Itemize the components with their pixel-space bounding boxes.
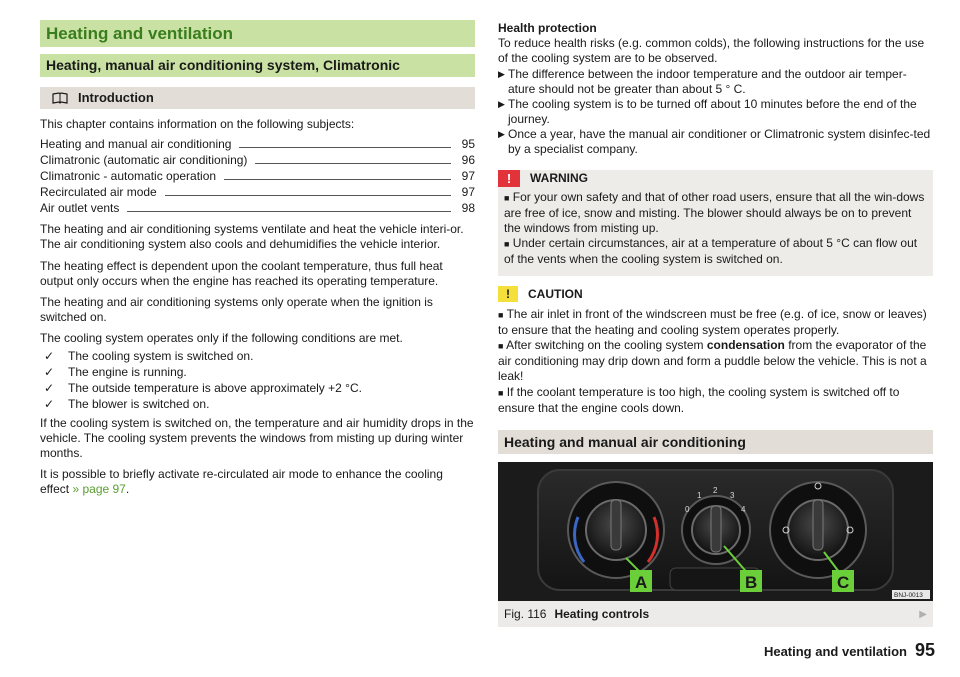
toc-row[interactable] [40, 136, 475, 152]
footer-title: Heating and ventilation [763, 644, 907, 659]
temperature-dial[interactable] [568, 482, 664, 578]
page-link[interactable]: » page 97 [72, 482, 126, 497]
page-number: 95 [914, 640, 935, 660]
list-item: ✓ The engine is running. [40, 364, 475, 380]
figure-number: Fig. 116 [504, 607, 547, 622]
list-item: ✓ The outside temperature is above approximately +2 °C. [40, 380, 475, 396]
toc-label: Climatronic - automatic operation [40, 169, 217, 184]
fan-number: 2 [713, 486, 718, 496]
toc-row[interactable] [40, 200, 475, 216]
figure-caption [498, 601, 933, 627]
list-item: ▶ Once a year, have the manual air conditioner or Climatronic system disinfec-ted by a specialist company. [498, 126, 931, 156]
warning-label: WARNING [530, 171, 588, 186]
caution-header [498, 286, 933, 302]
list-item: ▶ The cooling system is to be turned off about 10 minutes before the end of the journey. [498, 96, 917, 126]
list-item: ✓ The cooling system is switched on. [40, 348, 475, 364]
arrow-bullet-icon: ▶ [498, 128, 505, 139]
toc-page: 97 [461, 185, 475, 200]
callout-label-c: C [837, 573, 850, 593]
square-bullet-icon: ■ [504, 239, 510, 250]
fan-number: 0 [685, 505, 690, 515]
fan-number: 4 [741, 505, 746, 515]
introduction-label: Introduction [78, 90, 154, 105]
book-icon [52, 92, 68, 104]
list-item: ▶ The difference between the indoor temperature and the outdoor air temper-ature should not be greater than about 5 ° C. [498, 66, 907, 96]
health-intro: To reduce health risks (e.g. common colds), the following instructions for the use of the cooling system are to be observed. [498, 36, 925, 66]
checkmark-icon: ✓ [44, 380, 55, 395]
paragraph: The cooling system operates only if the following conditions are met. [40, 331, 403, 346]
toc-page: 96 [461, 153, 475, 168]
arrow-bullet-icon: ▶ [498, 98, 505, 109]
section-title: Heating, manual air conditioning system, Climatronic [40, 54, 475, 77]
checkmark-icon: ✓ [44, 364, 55, 379]
heating-controls-illustration [498, 462, 933, 601]
left-column [40, 20, 475, 498]
caution-item: ■ If the coolant temperature is too high, the cooling system is switched off to ensure that the engine cools down. [498, 384, 900, 415]
warning-icon: ! [498, 170, 520, 187]
toc-page: 95 [461, 137, 475, 152]
toc-label: Heating and manual air conditioning [40, 137, 232, 152]
toc-label: Recirculated air mode [40, 185, 157, 200]
figure-title: Heating controls [554, 607, 650, 622]
toc-row[interactable] [40, 184, 475, 200]
toc-row[interactable] [40, 168, 475, 184]
figure-code: BNJ-0013 [894, 592, 923, 600]
introduction-heading [40, 87, 475, 109]
fan-number: 1 [697, 491, 702, 501]
section-heading: Heating and manual air conditioning [498, 430, 933, 454]
toc-page: 97 [461, 169, 475, 184]
paragraph: If the cooling system is switched on, the temperature and air humidity drops in the vehicle. The cooling system prevents the windows from misting up during winter months. [40, 415, 474, 461]
paragraph: The heating and air conditioning systems only operate when the ignition is switched on. [40, 295, 433, 325]
caution-item: ■ After switching on the cooling system condensation from the evaporator of the air conditioning may drip down and form a puddle below the vehicle. This is not a leak! [498, 338, 927, 384]
callout-label-b: B [745, 573, 758, 593]
warning-header [498, 170, 933, 187]
square-bullet-icon: ■ [498, 309, 504, 320]
caution-item: ■ The air inlet in front of the windscreen must be free (e.g. of ice, snow or leaves) to ensure that the heating and cooling system operates properly. [498, 306, 927, 337]
fan-number: 3 [730, 491, 735, 501]
list-item: ✓ The blower is switched on. [40, 396, 475, 412]
right-column [498, 20, 933, 627]
table-of-contents [40, 136, 475, 216]
warning-box [498, 170, 933, 276]
toc-label: Air outlet vents [40, 201, 120, 216]
toc-row[interactable] [40, 152, 475, 168]
heating-controls-figure [498, 462, 933, 601]
checkmark-icon: ✓ [44, 396, 55, 411]
square-bullet-icon: ■ [498, 387, 504, 398]
chapter-title: Heating and ventilation [40, 20, 475, 47]
arrow-bullet-icon: ▶ [498, 68, 505, 79]
warning-item: ■ Under certain circumstances, air at a temperature of about 5 °C can flow out of the vents when the cooling system is switched on. [504, 236, 918, 267]
page-footer [764, 640, 935, 661]
air-distribution-dial[interactable] [770, 482, 866, 578]
paragraph: The heating and air conditioning systems ventilate and heat the vehicle interi-or. The air conditioning system also cools and dehumidifies the vehicle interior. [40, 222, 464, 252]
paragraph: It is possible to briefly activate re-circulated air mode to enhance the cooling effect » page 97. [40, 467, 443, 497]
toc-label: Climatronic (automatic air conditioning) [40, 153, 248, 168]
paragraph: The heating effect is dependent upon the coolant temperature, thus full heat output only occurs when the engine has reached its operating temperature. [40, 258, 443, 288]
callout-label-a: A [635, 573, 648, 593]
conditions-list [40, 348, 475, 412]
caution-label: CAUTION [528, 286, 583, 301]
intro-text: This chapter contains information on the following subjects: [40, 117, 355, 131]
health-list [498, 67, 933, 157]
next-arrow-icon[interactable]: ▶ [919, 608, 927, 620]
toc-page: 98 [461, 201, 475, 216]
square-bullet-icon: ■ [504, 192, 510, 203]
health-heading: Health protection [498, 21, 597, 35]
warning-item: ■ For your own safety and that of other road users, ensure that all the win-dows are free of ice, snow and misting. The blower should always be on to prevent the windows from misting up. [504, 189, 925, 236]
caution-icon: ! [498, 286, 518, 302]
checkmark-icon: ✓ [44, 348, 55, 363]
square-bullet-icon: ■ [498, 341, 504, 352]
